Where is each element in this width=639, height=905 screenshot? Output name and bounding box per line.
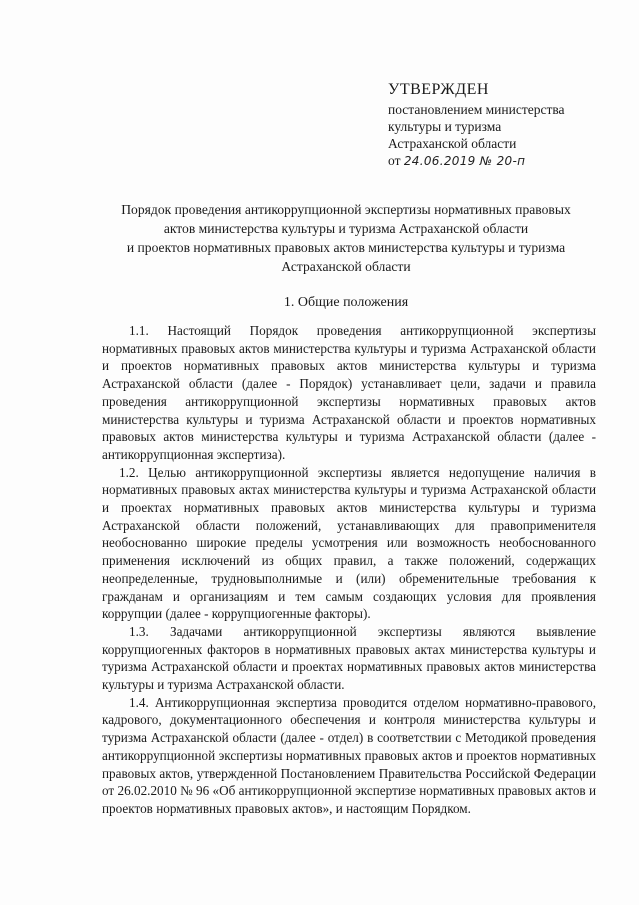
approval-line-1: постановлением министерства [388, 102, 565, 117]
approved-heading: УТВЕРЖДЕН [388, 81, 489, 98]
section-heading: 1. Общие положения [283, 295, 409, 310]
paragraph-1-1: 1.1. Настоящий Порядок проведения антикоррупционной экспертизы нормативных правовых актов министерства культуры и туризма Астраханской области и проектов нормативных правовых актов министерства культуры и туризма Астраханской области (далее - Порядок) устанавливает цели, задачи и правила проведения антикоррупционной экспертизы нормативных правовых актов министерства культуры и туризма Астраханской области и проектов нормативных правовых актов министерства культуры и туризма Астраханской области (далее - антикоррупционная экспертиза). [102, 323, 596, 462]
document-title [96, 200, 596, 276]
paragraph-1-4: 1.4. Антикоррупционная экспертиза проводится отделом нормативно-правового, кадрового, документационного обеспечения и контроля министерства культуры и туризма Астраханской области (далее - отдел) в соответствии с Методикой проведения антикоррупционной экспертизы нормативных правовых актов и проектов нормативных правовых актов, утвержденной Постановлением Правительства Российской Федерации от 26.02.2010 № 96 «Об антикоррупционной экспертизе нормативных правовых актов и проектов нормативных правовых актов», и настоящим Порядком. [102, 694, 596, 816]
approval-line-3: Астраханской области [388, 136, 517, 151]
title-line-2: актов министерства культуры и туризма Астраханской области [163, 221, 529, 236]
approval-date-handwritten: 24.06.2019 № 20-п [403, 154, 526, 168]
approval-stamp [388, 80, 628, 170]
approval-line-2: культуры и туризма [388, 119, 502, 134]
paragraph-1-2: 1.2. Целью антикоррупционной экспертизы является недопущение наличия в нормативных правовых актах министерства культуры и туризма Астраханской области и проектах нормативных правовых актов министерства культуры и туризма Астраханской области положений, устанавливающих для правоприменителя необоснованно широкие пределы усмотрения или возможность необоснованного применения исключений из общих правил, а также положений, содержащих неопределенные, трудновыполнимые и (или) обременительные требования к гражданам и организациям и тем самым создающих условия для проявления коррупции (далее - коррупциогенные факторы). [102, 464, 596, 622]
approval-date-prefix: от [388, 153, 401, 168]
paragraph-1-3: 1.3. Задачами антикоррупционной экспертизы являются выявление коррупциогенных факторов в нормативных правовых актах министерства культуры и туризма Астраханской области и проектах нормативных правовых актов министерства культуры и туризма Астраханской области. [102, 623, 596, 693]
document-body [102, 322, 596, 818]
approval-date-line [388, 152, 628, 170]
title-line-3: и проектов нормативных правовых актов министерства культуры и туризма [126, 240, 566, 255]
title-line-1: Порядок проведения антикоррупционной экспертизы нормативных правовых [121, 202, 571, 217]
title-line-4: Астраханской области [281, 259, 411, 274]
